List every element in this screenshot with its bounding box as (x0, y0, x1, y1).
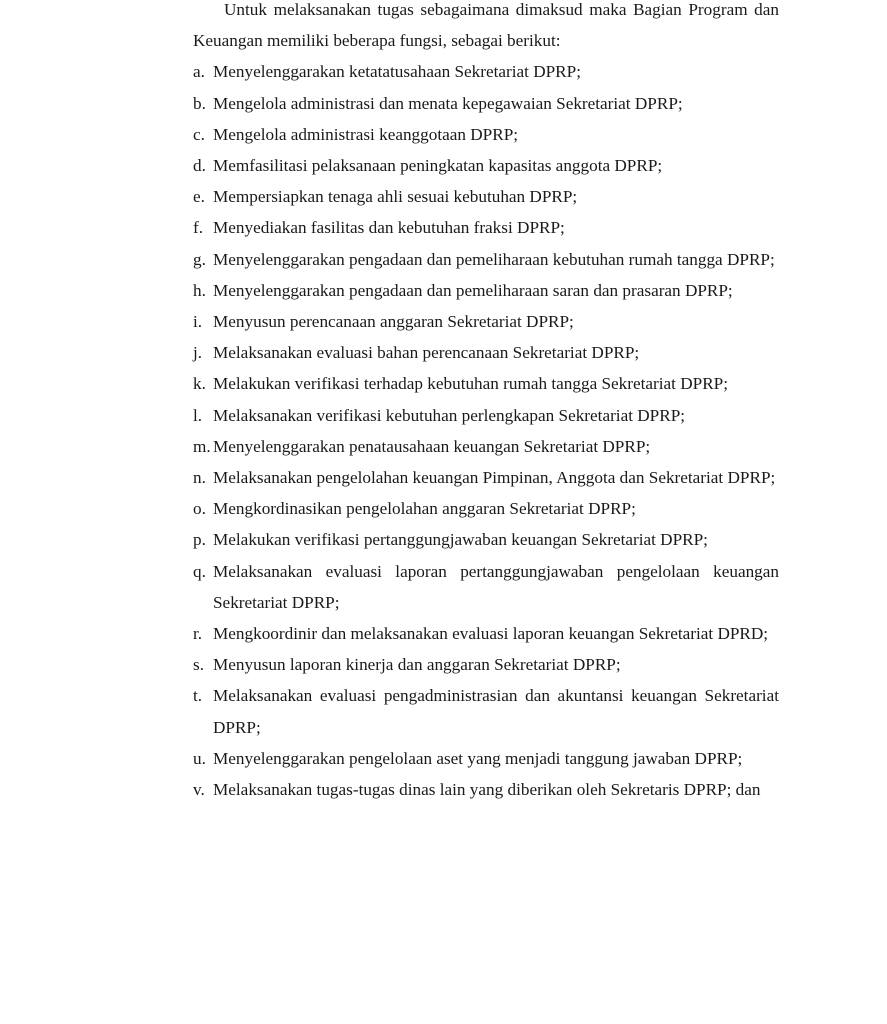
list-marker: v. (193, 780, 205, 800)
list-item (193, 493, 779, 524)
list-item-text: Menyusun laporan kinerja dan anggaran Sekretariat DPRP; (213, 655, 621, 675)
list-item (193, 368, 779, 399)
list-item-text: Melaksanakan tugas-tugas dinas lain yang diberikan oleh Sekretaris DPRP; dan (213, 780, 761, 800)
list-item-text: Melaksanakan evaluasi bahan perencanaan Sekretariat DPRP; (213, 343, 640, 363)
intro-paragraph: Untuk melaksanakan tugas sebagaimana dimaksud maka Bagian Program dan Keuangan memiliki beberapa fungsi, sebagai berikut: (193, 0, 779, 51)
list-item-text: Mengelola administrasi dan menata kepegawaian Sekretariat DPRP; (213, 93, 683, 113)
list-item-text: Melakukan verifikasi terhadap kebutuhan rumah tangga Sekretariat DPRP; (213, 374, 728, 394)
list-item (193, 56, 779, 87)
function-list (193, 56, 779, 805)
list-item (193, 119, 779, 150)
list-item-text: Menyelenggarakan penatausahaan keuangan Sekretariat DPRP; (213, 436, 651, 456)
list-marker: s. (193, 655, 204, 675)
list-marker: p. (193, 530, 206, 550)
list-item-text: Memfasilitasi pelaksanaan peningkatan kapasitas anggota DPRP; (213, 156, 663, 176)
list-item (193, 244, 779, 275)
list-item-text: Mengkordinasikan pengelolahan anggaran Sekretariat DPRP; (213, 499, 636, 519)
list-marker: l. (193, 405, 203, 425)
list-item (193, 337, 779, 368)
list-item (193, 524, 779, 555)
list-marker: b. (193, 93, 206, 113)
list-marker: n. (193, 468, 206, 488)
list-item-text: Melaksanakan pengelolahan keuangan Pimpinan, Anggota dan Sekretariat DPRP; (213, 468, 776, 488)
list-item-text: Menyusun perencanaan anggaran Sekretariat DPRP; (213, 312, 574, 332)
list-item-text: Mengkoordinir dan melaksanakan evaluasi laporan keuangan Sekretariat DPRD; (213, 624, 769, 644)
list-item (193, 306, 779, 337)
list-marker: k. (193, 374, 206, 394)
list-item-text: Menyediakan fasilitas dan kebutuhan fraksi DPRP; (213, 218, 565, 238)
list-marker: f. (193, 218, 204, 238)
list-marker: e. (193, 187, 205, 207)
list-item (193, 618, 779, 649)
list-marker: h. (193, 280, 206, 300)
list-item (193, 88, 779, 119)
list-item-text: Mempersiapkan tenaga ahli sesuai kebutuhan DPRP; (213, 187, 578, 207)
list-item-text: Mengelola administrasi keanggotaan DPRP; (213, 124, 519, 144)
list-marker: d. (193, 156, 206, 176)
list-item (193, 680, 779, 742)
list-item (193, 743, 779, 774)
list-marker: c. (193, 124, 205, 144)
list-marker: o. (193, 499, 206, 519)
list-marker: i. (193, 312, 203, 332)
list-marker: m. (193, 436, 211, 456)
list-item (193, 556, 779, 618)
list-item-text: Menyelenggarakan pengadaan dan pemeliharaan kebutuhan rumah tangga DPRP; (213, 249, 775, 269)
document-page (193, 0, 779, 805)
list-item (193, 275, 779, 306)
list-item (193, 649, 779, 680)
list-marker: j. (193, 343, 203, 363)
list-item-text: Menyelenggarakan pengadaan dan pemeliharaan saran dan prasaran DPRP; (213, 280, 733, 300)
list-marker: t. (193, 686, 203, 706)
list-item (193, 431, 779, 462)
list-marker: g. (193, 249, 206, 269)
list-marker: u. (193, 748, 206, 768)
list-item-text: Menyelenggarakan ketatatusahaan Sekretariat DPRP; (213, 62, 581, 82)
list-item-text: Melaksanakan evaluasi laporan pertanggungjawaban pengelolaan keuangan Sekretariat DPRP; (213, 561, 779, 612)
list-item-text: Melakukan verifikasi pertanggungjawaban keuangan Sekretariat DPRP; (213, 530, 708, 550)
list-item (193, 400, 779, 431)
list-item (193, 181, 779, 212)
list-item-text: Melaksanakan verifikasi kebutuhan perlengkapan Sekretariat DPRP; (213, 405, 686, 425)
list-item (193, 212, 779, 243)
list-item (193, 462, 779, 493)
list-item (193, 150, 779, 181)
list-item-text: Melaksanakan evaluasi pengadministrasian dan akuntansi keuangan Sekretariat DPRP; (213, 686, 779, 737)
list-item-text: Menyelenggarakan pengelolaan aset yang menjadi tanggung jawaban DPRP; (213, 748, 743, 768)
list-item (193, 774, 779, 805)
list-marker: a. (193, 62, 205, 82)
list-marker: r. (193, 624, 203, 644)
list-marker: q. (193, 561, 206, 581)
